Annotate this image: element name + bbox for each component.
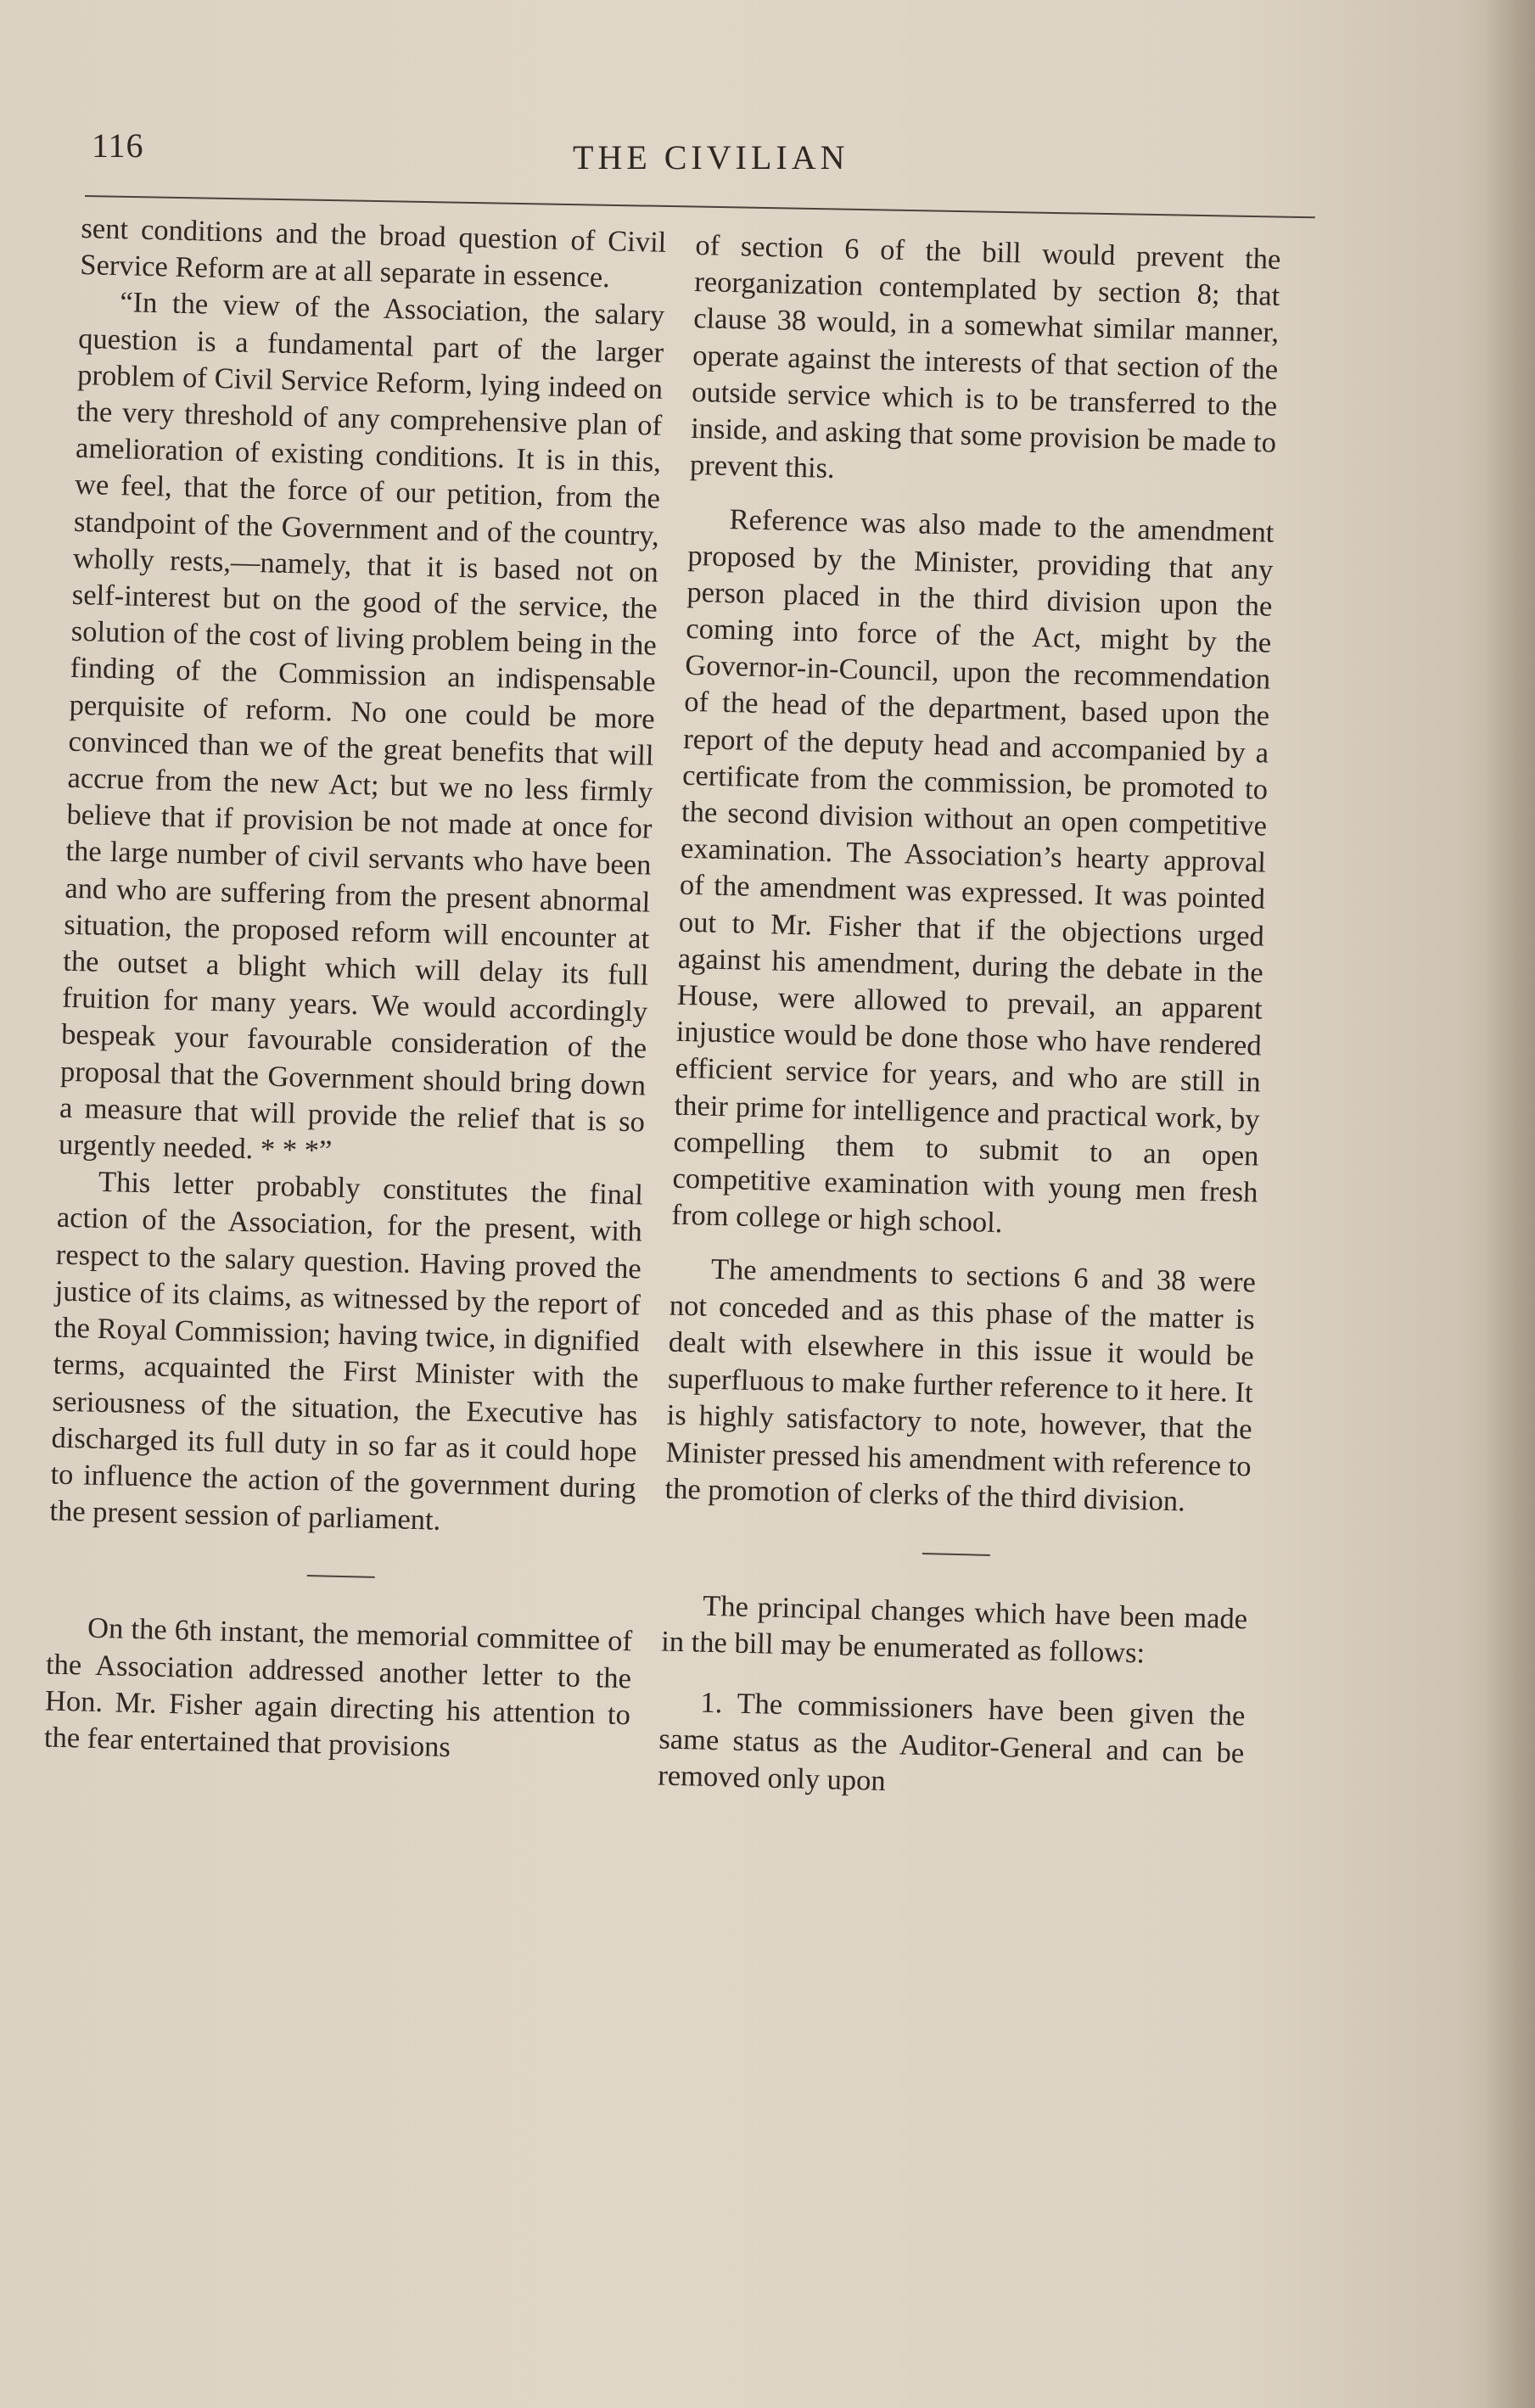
page-header	[85, 119, 1315, 187]
running-title: THE CIVILIAN	[573, 138, 849, 176]
section-divider	[922, 1553, 990, 1556]
right-paragraph-4: The principal changes which have been made in the bill may be enumerated as follows:	[660, 1589, 1248, 1670]
left-paragraph-2: “In the view of the Association, the salary question is a fundamental part of the larger problem of Civil Service Reform, lying indeed on the very threshold of any comprehensive plan of amelioration of existing conditions. It is in this, we feel, that the force of our petition, from the standpoint of the Government and of the country, wholly rests,—namely, that it is based not on self-interest but on the good of the service, the solution of the cost of living problem being in the finding of the Commission an indispensable perquisite of reform. No one could be more convinced than we of the great benefits that will accrue from the new Act; but we no less firmly believe that if provision be not made at once for the large number of civil servants who have been and who are suffering from the present abnormal situation, the proposed reform will encounter at the outset a blight which will delay its full fruition for many years. We would accordingly bespeak your favourable consideration of the proposal that the Government should bring down a measure that will provide the relief that is so urgently needed. * * *”	[58, 286, 665, 1168]
right-column	[658, 227, 1281, 1808]
left-paragraph-4: On the 6th instant, the memorial committee of the Association addressed another letter to the Hon. Mr. Fisher again directing his attention to the fear entertained that provisions	[43, 1611, 633, 1764]
right-paragraph-5: 1. The commissioners have been given the same status as the Auditor-General and can be removed only upon	[657, 1686, 1246, 1797]
spine-shadow	[1484, 0, 1535, 2408]
page-number: 116	[92, 126, 144, 165]
left-paragraph-1: sent conditions and the broad question of Civil Service Reform are at all separate in essence.	[79, 211, 667, 294]
right-paragraph-1: of section 6 of the bill would prevent the reorganization contemplated by section 8; that clause 38 would, in a somewhat similar manner, operate against the interests of that section of the outside service which is to be transferred to the inside, and asking that some provision be made to prevent this.	[689, 228, 1281, 485]
right-paragraph-2: Reference was also made to the amendment proposed by the Minister, providing that any person placed in the third division upon the coming into force of the Act, might by the Governor-in-Council, upon the recommendation of the head of the department, based upon the report of the deputy head and accompanied by a certificate from the commission, be promoted to the second division without an open competitive examination. The Association’s hearty approval of the amendment was expressed. It was pointed out to Mr. Fisher that if the objections urged against his amendment, during the debate in the House, were allowed to prevail, an apparent injustice would be done those who have rendered efficient service for years, and who are still in their prime for intelligence and practical work, by compelling them to submit to an open competitive examination with young men fresh from college or high school.	[671, 503, 1274, 1240]
left-paragraph-3: This letter probably constitutes the final action of the Association, for the present, with respect to the salary question. Having proved the justice of its claims, as witnessed by the report of the Royal Commission; having twice, in dignified terms, acquainted the First Minister with the seriousness of the situation, the Executive has discharged its full duty in so far as it could hope to influence the action of the government during the present session of parliament.	[49, 1166, 644, 1537]
right-paragraph-3: The amendments to sections 6 and 38 were not conceded and as this phase of the matter is dealt with elsewhere in this issue it would be superfluous to make further reference to it here. It is highly satisfactory to note, however, that the Minister pressed his amendment with reference to the promotion of clerks of the third division.	[664, 1253, 1257, 1518]
section-divider	[307, 1575, 375, 1578]
left-column	[43, 210, 666, 1770]
